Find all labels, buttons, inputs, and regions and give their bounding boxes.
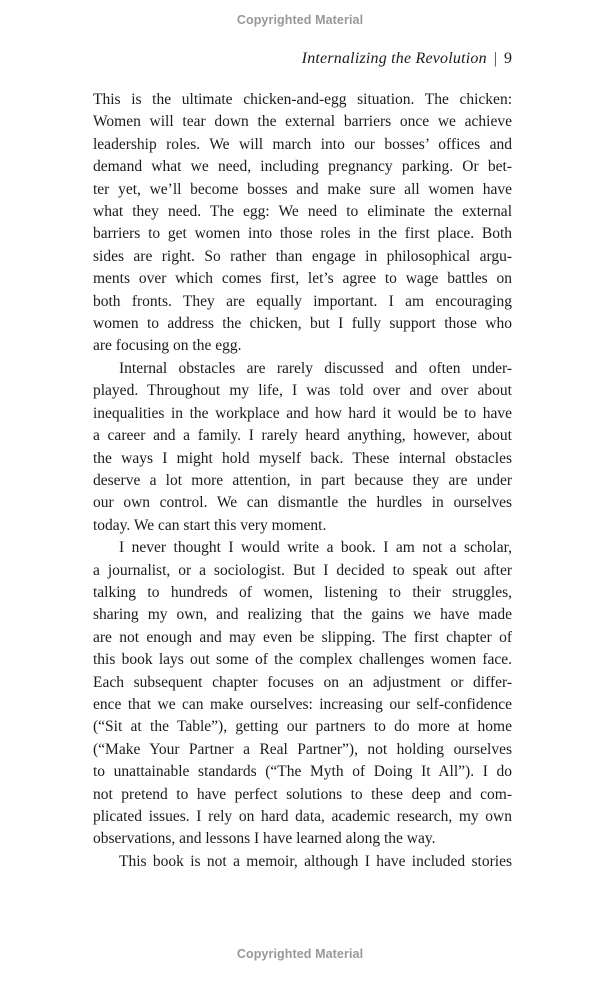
text-line: ments over which comes first, let’s agree to wage battles on [93, 270, 512, 288]
text-line: played. Throughout my life, I was told over and over about [93, 382, 512, 400]
paragraph [93, 537, 512, 851]
text-line: Women will tear down the external barriers once we achieve [93, 113, 512, 131]
text-line: both fronts. They are equally important. I am encouraging [93, 292, 512, 310]
text-line: plicated issues. I rely on hard data, academic research, my own [93, 808, 512, 825]
text-line: what they need. The egg: We need to eliminate the external [93, 203, 512, 221]
copyright-notice-top: Copyrighted Material [236, 13, 364, 27]
text-line: the ways I might hold myself back. These internal obstacles [93, 449, 512, 467]
text-line: are not enough and may even be slipping. The first chapter of [93, 628, 512, 646]
text-line: leadership roles. We will march into our bosses’ offices and [93, 135, 512, 153]
text-line: today. We can start this very moment. [93, 516, 327, 534]
body-text [93, 89, 512, 873]
paragraph [93, 851, 512, 873]
text-line: sides are right. So rather than engage in philosophical argu- [93, 247, 512, 265]
text-line: barriers to get women into those roles in the first place. Both [93, 225, 512, 243]
text-line: (“Make Your Partner a Real Partner”), not holding ourselves [93, 740, 512, 758]
page-number: 9 [504, 50, 512, 67]
text-line: I never thought I would write a book. I am not a scholar, [119, 539, 512, 557]
text-line: inequalities in the workplace and how hard it would be to have [93, 404, 512, 422]
copyright-notice-bottom: Copyrighted Material [236, 947, 364, 961]
text-line: Each subsequent chapter focuses on an adjustment or differ- [93, 673, 512, 691]
header-separator: | [493, 50, 497, 67]
text-line: this book lays out some of the complex challenges women face. [93, 651, 512, 669]
text-line: a journalist, or a sociologist. But I decided to speak out after [93, 561, 512, 579]
text-line: This is the ultimate chicken-and-egg situation. The chicken: [93, 91, 512, 108]
text-line: deserve a lot more attention, in part because they are under [93, 471, 512, 489]
text-line: ter yet, we’ll become bosses and make sure all women have [93, 180, 512, 198]
text-line: (“Sit at the Table”), getting our partners to do more at home [93, 718, 512, 736]
text-line: sharing my own, and realizing that the gains we have made [93, 606, 512, 624]
text-line: ence that we can make ourselves: increasing our self-confidence [93, 695, 512, 713]
text-line: are focusing on the egg. [93, 337, 242, 355]
text-line: demand what we need, including pregnancy parking. Or bet- [93, 158, 512, 176]
paragraph [93, 358, 512, 537]
text-line: a career and a family. I rarely heard anything, however, about [93, 427, 512, 445]
paragraph [93, 89, 512, 358]
text-line: our own control. We can dismantle the hurdles in ourselves [93, 494, 512, 512]
text-line: Internal obstacles are rarely discussed and often under- [119, 359, 512, 377]
text-line: talking to hundreds of women, listening to their struggles, [93, 583, 512, 601]
text-line: This book is not a memoir, although I have included stories [119, 852, 512, 870]
text-line: to unattainable standards (“The Myth of Doing It All”). I do [93, 763, 512, 781]
running-header [93, 50, 512, 68]
chapter-title: Internalizing the Revolution [301, 50, 487, 67]
text-line: women to address the chicken, but I fully support those who [93, 315, 512, 333]
text-line: observations, and lessons I have learned along the way. [93, 830, 436, 848]
text-line: not pretend to have perfect solutions to these deep and com- [93, 785, 512, 803]
